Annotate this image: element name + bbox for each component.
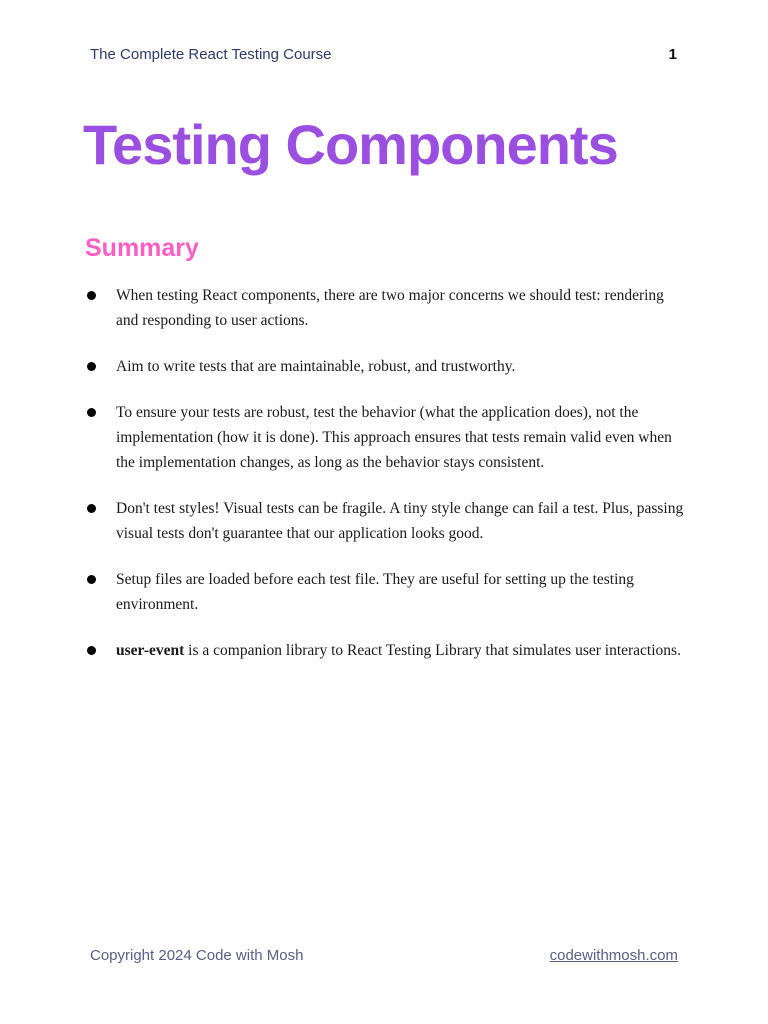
bullet-text: is a companion library to React Testing Library that simulates user interactions. (184, 642, 681, 659)
page-title: Testing Components (83, 113, 618, 176)
summary-bullet-list (85, 283, 685, 684)
website-link[interactable]: codewithmosh.com (549, 947, 678, 964)
copyright-text: Copyright 2024 Code with Mosh (90, 947, 304, 964)
list-item (85, 354, 685, 379)
bullet-text: Don't test styles! Visual tests can be fragile. A tiny style change can fail a test. Plus, passing visual tests don't guarantee that our application looks good. (116, 500, 684, 542)
section-heading-summary: Summary (85, 234, 199, 262)
list-item (85, 496, 685, 546)
bullet-icon (87, 362, 96, 371)
list-item (85, 638, 685, 663)
course-title: The Complete React Testing Course (90, 46, 332, 63)
list-item (85, 400, 685, 475)
bullet-text: Aim to write tests that are maintainable, robust, and trustworthy. (116, 358, 516, 375)
bullet-text: Setup files are loaded before each test file. They are useful for setting up the testing environment. (116, 571, 634, 613)
bullet-icon (87, 408, 96, 417)
page-number: 1 (668, 46, 677, 63)
list-item (85, 567, 685, 617)
bullet-bold-text: user-event (116, 642, 185, 659)
bullet-icon (87, 646, 96, 655)
bullet-icon (87, 504, 96, 513)
bullet-text: When testing React components, there are two major concerns we should test: rendering and responding to user actions. (116, 287, 664, 329)
bullet-text: To ensure your tests are robust, test the behavior (what the application does), not the implementation (how it is done). This approach ensures that tests remain valid even when the implementation changes, as long as the behavior stays consistent. (116, 404, 672, 471)
bullet-icon (87, 575, 96, 584)
bullet-icon (87, 291, 96, 300)
list-item (85, 283, 685, 333)
